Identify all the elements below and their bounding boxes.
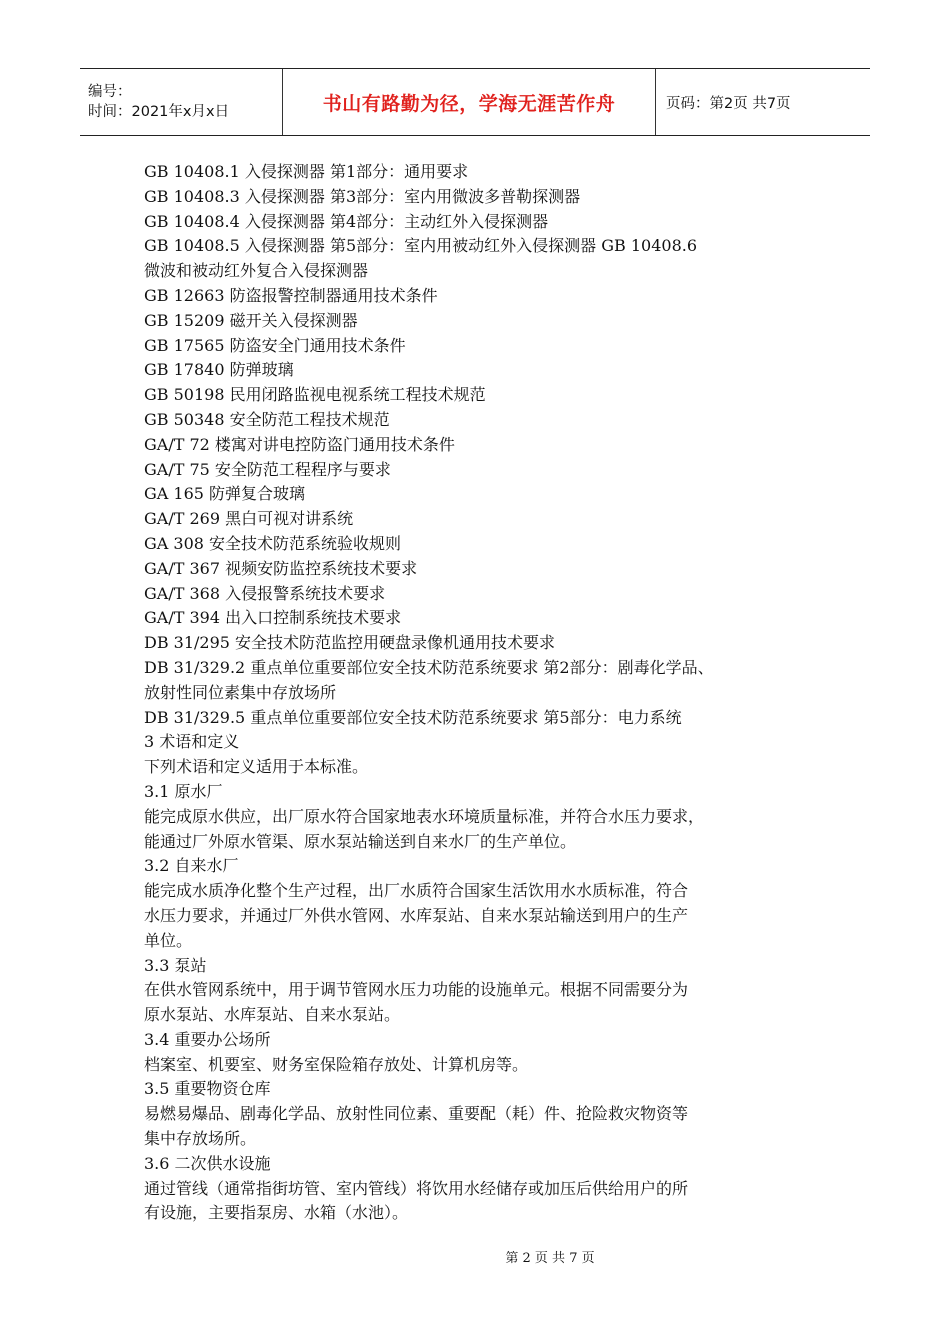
text-line: 集中存放场所。: [144, 1129, 257, 1149]
text-line: GA 165 防弹复合玻璃: [144, 484, 306, 504]
page-header: [80, 68, 870, 136]
text-line: 3.5 重要物资仓库: [144, 1079, 271, 1099]
text-line: GB 50198 民用闭路监视电视系统工程技术规范: [144, 385, 486, 405]
header-page-cell: [656, 69, 870, 135]
text-line: GB 10408.3 入侵探测器 第3部分：室内用微波多普勒探测器: [144, 186, 581, 206]
text-line: GA/T 269 黑白可视对讲系统: [144, 509, 354, 529]
text-line: GA/T 72 楼寓对讲电控防盗门通用技术条件: [144, 434, 455, 454]
text-line: 3.6 二次供水设施: [144, 1153, 271, 1173]
page-footer: [0, 1247, 950, 1266]
header-meta: [80, 69, 282, 135]
text-line: 3.1 原水厂: [144, 781, 223, 801]
text-line: GA 308 安全技术防范系统验收规则: [144, 533, 402, 553]
text-line: GB 10408.4 入侵探测器 第4部分：主动红外入侵探测器: [144, 211, 549, 231]
text-line: GB 10408.5 入侵探测器 第5部分：室内用被动红外入侵探测器 GB 10408.6: [144, 236, 698, 256]
text-line: 单位。: [144, 930, 193, 950]
text-line: 能通过厂外原水管渠、原水泵站输送到自来水厂的生产单位。: [144, 831, 577, 851]
text-line: GB 15209 磁开关入侵探测器: [144, 310, 358, 330]
text-line: 放射性同位素集中存放场所: [144, 682, 337, 702]
document-body: [144, 160, 834, 1226]
header-motto-cell: [282, 69, 656, 135]
text-line: 微波和被动红外复合入侵探测器: [144, 261, 369, 281]
motto-text: 书山有路勤为径，学海无涯苦作舟: [322, 92, 616, 115]
page-label: 页码：第2页 共7页: [666, 95, 791, 112]
text-line: 有设施，主要指泵房、水箱（水池）。: [144, 1203, 409, 1223]
text-line: 水压力要求，并通过厂外供水管网、水库泵站、自来水泵站输送到用户的生产: [144, 905, 689, 925]
date-label: 时间：2021年x月x日: [88, 104, 230, 120]
text-line: GB 50348 安全防范工程技术规范: [144, 409, 390, 429]
text-line: 3.4 重要办公场所: [144, 1029, 271, 1049]
text-line: GB 12663 防盗报警控制器通用技术条件: [144, 285, 438, 305]
text-line: GA/T 367 视频安防监控系统技术要求: [144, 558, 418, 578]
text-line: 原水泵站、水库泵站、自来水泵站。: [144, 1005, 401, 1025]
text-line: 通过管线（通常指街坊管、室内管线）将饮用水经储存或加压后供给用户的所: [144, 1178, 689, 1198]
text-line: DB 31/295 安全技术防范监控用硬盘录像机通用技术要求: [144, 633, 556, 653]
text-line: 易燃易爆品、剧毒化学品、放射性同位素、重要配（耗）件、抢险救灾物资等: [144, 1104, 689, 1124]
text-line: 能完成水质净化整个生产过程，出厂水质符合国家生活饮用水水质标准，符合: [144, 881, 689, 901]
number-label: 编号：: [88, 84, 132, 100]
text-line: 能完成原水供应，出厂原水符合国家地表水环境质量标准，并符合水压力要求，: [144, 806, 705, 826]
text-line: 档案室、机要室、财务室保险箱存放处、计算机房等。: [144, 1054, 529, 1074]
text-line: DB 31/329.2 重点单位重要部位安全技术防范系统要求 第2部分：剧毒化学品、: [144, 657, 714, 677]
text-line: GB 17565 防盗安全门通用技术条件: [144, 335, 406, 355]
text-line: GB 17840 防弹玻璃: [144, 360, 294, 380]
text-line: GA/T 368 入侵报警系统技术要求: [144, 583, 386, 603]
text-line: DB 31/329.5 重点单位重要部位安全技术防范系统要求 第5部分：电力系统: [144, 707, 682, 727]
text-line: 3.3 泵站: [144, 955, 207, 975]
footer-page-number: 第 2 页 共 7 页: [505, 1251, 595, 1266]
text-line: GB 10408.1 入侵探测器 第1部分：通用要求: [144, 162, 469, 181]
text-line: GA/T 75 安全防范工程程序与要求: [144, 459, 391, 479]
text-line: GA/T 394 出入口控制系统技术要求: [144, 608, 402, 628]
text-line: 3 术语和定义: [144, 732, 240, 752]
text-line: 在供水管网系统中，用于调节管网水压力功能的设施单元。根据不同需要分为: [144, 980, 689, 1000]
text-line: 下列术语和定义适用于本标准。: [144, 757, 369, 777]
text-line: 3.2 自来水厂: [144, 856, 239, 876]
